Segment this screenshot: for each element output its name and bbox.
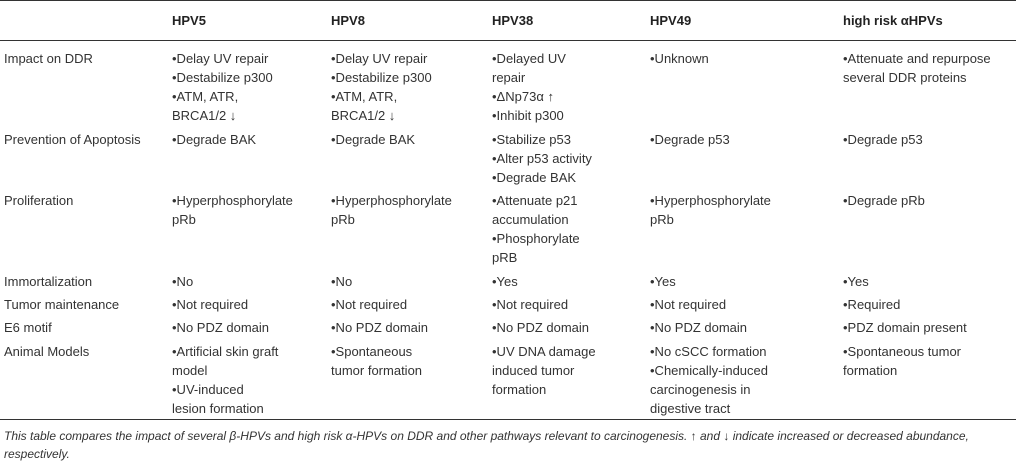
cell-line: •Not required (492, 297, 569, 312)
cell-line: •UV-induced (172, 382, 244, 397)
column-header-hpv49: HPV49 (650, 13, 692, 28)
table-cell (492, 49, 566, 125)
column-header-hpv38: HPV38 (492, 13, 534, 28)
cell-line: •PDZ domain present (843, 320, 967, 335)
cell-line: •Inhibit p300 (492, 108, 564, 123)
table-cell (172, 318, 269, 337)
cell-line: •Delayed UV (492, 51, 566, 66)
row-label: Animal Models (4, 344, 90, 359)
row-label: Immortalization (4, 274, 93, 289)
cell-line: •Degrade pRb (843, 193, 925, 208)
cell-line: •Destabilize p300 (331, 70, 432, 85)
table-cell (331, 49, 432, 125)
cell-line: pRb (331, 212, 355, 227)
cell-line: formation (843, 363, 898, 378)
table-cell (650, 130, 730, 149)
cell-line: •Unknown (650, 51, 709, 66)
cell-line: •Degrade p53 (650, 132, 730, 147)
cell-line: •Stabilize p53 (492, 132, 571, 147)
cell-line: •No PDZ domain (331, 320, 429, 335)
table-cell (172, 272, 193, 291)
cell-line: •Hyperphosphorylate (172, 193, 293, 208)
cell-line: •No PDZ domain (492, 320, 590, 335)
table-cell (492, 318, 589, 337)
table-cell (843, 49, 991, 87)
cell-line: lesion formation (172, 401, 264, 416)
table-cell (172, 130, 256, 149)
cell-line: BRCA1/2 ↓ (172, 108, 237, 123)
cell-line: model (172, 363, 208, 378)
cell-line: •ΔNp73α ↑ (492, 89, 554, 104)
cell-line: •No (331, 274, 353, 289)
cell-line: pRB (492, 250, 518, 265)
row-label: E6 motif (4, 320, 52, 335)
cell-line: •No PDZ domain (172, 320, 270, 335)
table-cell (843, 342, 961, 380)
table-cell (650, 318, 747, 337)
cell-line: •Artificial skin graft (172, 344, 279, 359)
cell-line: •Alter p53 activity (492, 151, 592, 166)
cell-line: •Spontaneous (331, 344, 413, 359)
cell-line: induced tumor (492, 363, 575, 378)
table-cell (331, 191, 452, 229)
cell-line: digestive tract (650, 401, 731, 416)
table-cell (650, 272, 676, 291)
table-cell (492, 295, 568, 314)
cell-line: •Chemically-induced (650, 363, 768, 378)
cell-line: •Yes (843, 274, 869, 289)
cell-line: •No PDZ domain (650, 320, 748, 335)
table-cell (650, 49, 709, 68)
table-cell (492, 191, 580, 267)
cell-line: pRb (172, 212, 196, 227)
cell-line: •No (172, 274, 194, 289)
cell-line: •Yes (492, 274, 518, 289)
table-cell (331, 130, 415, 149)
table-cell (172, 342, 278, 418)
cell-line: BRCA1/2 ↓ (331, 108, 396, 123)
row-label: Proliferation (4, 193, 74, 208)
table-cell (331, 272, 352, 291)
cell-line: •Degrade BAK (172, 132, 257, 147)
row-label: Tumor maintenance (4, 297, 120, 312)
cell-line: pRb (650, 212, 674, 227)
cell-line: carcinogenesis in (650, 382, 751, 397)
cell-line: •Required (843, 297, 901, 312)
cell-line: several DDR proteins (843, 70, 967, 85)
cell-line: •Degrade BAK (331, 132, 416, 147)
table-cell (843, 295, 900, 314)
top-rule (0, 0, 1016, 1)
table-cell (172, 191, 293, 229)
cell-line: •Hyperphosphorylate (650, 193, 771, 208)
header-rule (0, 40, 1016, 41)
bottom-rule (0, 419, 1016, 420)
table-cell (492, 272, 518, 291)
cell-line: •Not required (172, 297, 249, 312)
cell-line: •Attenuate and repurpose (843, 51, 991, 66)
table-cell (331, 295, 407, 314)
cell-line: repair (492, 70, 526, 85)
cell-line: •No cSCC formation (650, 344, 767, 359)
table-cell (843, 272, 869, 291)
column-header-hpv8: HPV8 (331, 13, 365, 28)
table-cell (843, 318, 967, 337)
table-cell (843, 191, 925, 210)
table-caption: This table compares the impact of several β-HPVs and high risk α-HPVs on DDR and other pathways relevant to carcinogenesis. ↑ and ↓ indicate increased or decreased abundance, respectively. (4, 429, 969, 461)
cell-line: •ATM, ATR, (172, 89, 239, 104)
table-cell (492, 130, 592, 187)
table-cell (650, 342, 768, 418)
table-cell (331, 318, 428, 337)
table-cell (172, 49, 273, 125)
cell-line: accumulation (492, 212, 569, 227)
table-cell (172, 295, 248, 314)
cell-line: •Degrade p53 (843, 132, 923, 147)
cell-line: •Spontaneous tumor (843, 344, 962, 359)
cell-line: •Not required (650, 297, 727, 312)
cell-line: •Degrade BAK (492, 170, 577, 185)
cell-line: •Delay UV repair (331, 51, 428, 66)
row-label: Prevention of Apoptosis (4, 132, 141, 147)
cell-line: •UV DNA damage (492, 344, 596, 359)
cell-line: tumor formation (331, 363, 423, 378)
cell-line: •Delay UV repair (172, 51, 269, 66)
cell-line: •Destabilize p300 (172, 70, 273, 85)
cell-line: formation (492, 382, 547, 397)
table-cell (331, 342, 422, 380)
cell-line: •Hyperphosphorylate (331, 193, 452, 208)
cell-line: •Attenuate p21 (492, 193, 578, 208)
table-cell (843, 130, 923, 149)
column-header-hpv5: HPV5 (172, 13, 206, 28)
table-cell (650, 295, 726, 314)
cell-line: •Phosphorylate (492, 231, 580, 246)
table-cell (492, 342, 596, 399)
column-header-high-risk-alpha-hpvs: high risk αHPVs (843, 13, 943, 28)
row-label: Impact on DDR (4, 51, 93, 66)
cell-line: •ATM, ATR, (331, 89, 398, 104)
cell-line: •Yes (650, 274, 676, 289)
table-cell (650, 191, 771, 229)
cell-line: •Not required (331, 297, 408, 312)
